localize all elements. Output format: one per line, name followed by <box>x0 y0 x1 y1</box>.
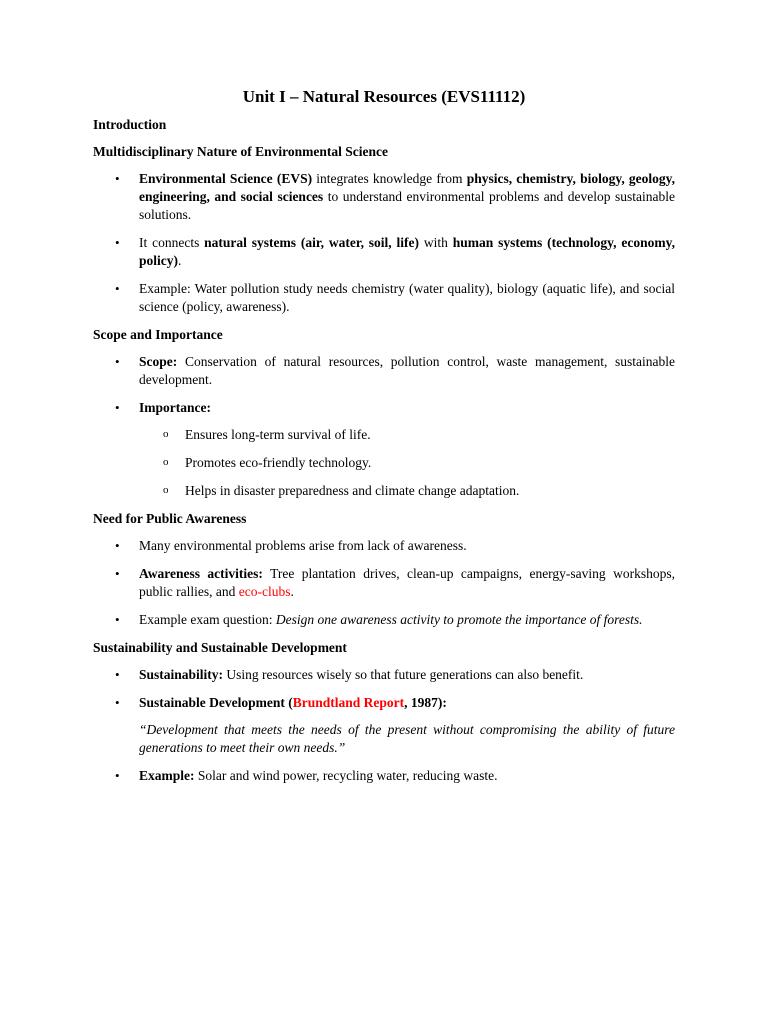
text: with <box>419 235 453 250</box>
text: Many environmental problems arise from lack of awareness. <box>139 538 467 553</box>
section-heading-awareness: Need for Public Awareness <box>93 511 247 526</box>
bullet-icon: • <box>115 400 120 415</box>
circle-bullet-icon: o <box>163 428 169 440</box>
bullet-icon: • <box>115 667 120 682</box>
sub-list-item <box>139 454 675 472</box>
list-item <box>93 353 675 389</box>
text: Example: Water pollution study needs chemistry (water quality), biology (aquatic life), and social science (policy, awareness). <box>139 281 675 314</box>
bold-label: Sustainability: <box>139 667 224 682</box>
list-item <box>93 280 675 316</box>
section-heading-scope: Scope and Importance <box>93 327 223 342</box>
bullet-icon: • <box>115 171 120 186</box>
bullet-icon: • <box>115 695 120 710</box>
bullet-icon: • <box>115 768 120 783</box>
text: Promotes eco-friendly technology. <box>185 455 372 470</box>
list-item <box>93 565 675 601</box>
bold-label: Scope: <box>139 354 178 369</box>
italic-text: Design one awareness activity to promote the importance of forests. <box>275 612 643 627</box>
list-item <box>93 399 675 500</box>
text: integrates knowledge from <box>312 171 467 186</box>
bold-label: Awareness activities: <box>139 566 263 581</box>
text: . <box>178 253 182 268</box>
bullet-icon: • <box>115 566 120 581</box>
sub-list-item <box>139 482 675 500</box>
highlight-text: Brundtland Report <box>292 695 405 710</box>
bullet-list <box>93 666 675 785</box>
text: Conservation of natural resources, pollution control, waste management, sustainable development. <box>139 354 675 387</box>
bold-label: Importance: <box>139 400 211 415</box>
definition-quote: “Development that meets the needs of the present without compromising the ability of future generations to meet their own needs.” <box>139 722 675 755</box>
bullet-list <box>93 170 675 316</box>
bullet-icon: • <box>115 612 120 627</box>
list-item <box>93 234 675 270</box>
list-item <box>93 170 675 224</box>
bold-label: , 1987): <box>404 695 447 710</box>
section-heading-sustainability: Sustainability and Sustainable Development <box>93 640 347 655</box>
page-title: Unit I – Natural Resources (EVS11112) <box>242 87 526 106</box>
list-item <box>93 611 675 629</box>
text: Example exam question: <box>139 612 276 627</box>
sub-list <box>139 426 675 500</box>
intro-heading: Introduction <box>93 117 167 132</box>
bold-text: physics, chemistry, biology, geology, engineering, and social sciences <box>139 171 676 204</box>
circle-bullet-icon: o <box>163 484 169 496</box>
bold-text: natural systems (air, water, soil, life) <box>204 235 419 250</box>
circle-bullet-icon: o <box>163 456 169 468</box>
bold-text: human systems (technology, economy, policy) <box>139 235 675 268</box>
text: Tree plantation drives, clean-up campaigns, energy-saving workshops, public rallies, and <box>139 566 675 599</box>
text: . <box>290 584 294 599</box>
text: It connects <box>139 235 205 250</box>
list-item <box>93 694 675 757</box>
sub-list-item <box>139 426 675 444</box>
bullet-icon: • <box>115 281 120 296</box>
document-page <box>93 86 675 795</box>
text: to understand environmental problems and develop sustainable solutions. <box>139 189 675 222</box>
bullet-list <box>93 353 675 500</box>
list-item <box>93 767 675 785</box>
highlight-text: eco-clubs <box>238 584 291 599</box>
bold-label: Example: <box>139 768 195 783</box>
text: Solar and wind power, recycling water, reducing waste. <box>194 768 498 783</box>
list-item <box>93 666 675 684</box>
bullet-icon: • <box>115 235 120 250</box>
bullet-icon: • <box>115 354 120 369</box>
bold-text: Environmental Science (EVS) <box>139 171 313 186</box>
text: Helps in disaster preparedness and climate change adaptation. <box>185 483 520 498</box>
bullet-list <box>93 537 675 629</box>
bold-label: Sustainable Development ( <box>139 695 293 710</box>
text: Ensures long-term survival of life. <box>185 427 371 442</box>
list-item <box>93 537 675 555</box>
text: Using resources wisely so that future generations can also benefit. <box>223 667 584 682</box>
bullet-icon: • <box>115 538 120 553</box>
section-heading-multidisciplinary: Multidisciplinary Nature of Environmental Science <box>93 144 388 159</box>
